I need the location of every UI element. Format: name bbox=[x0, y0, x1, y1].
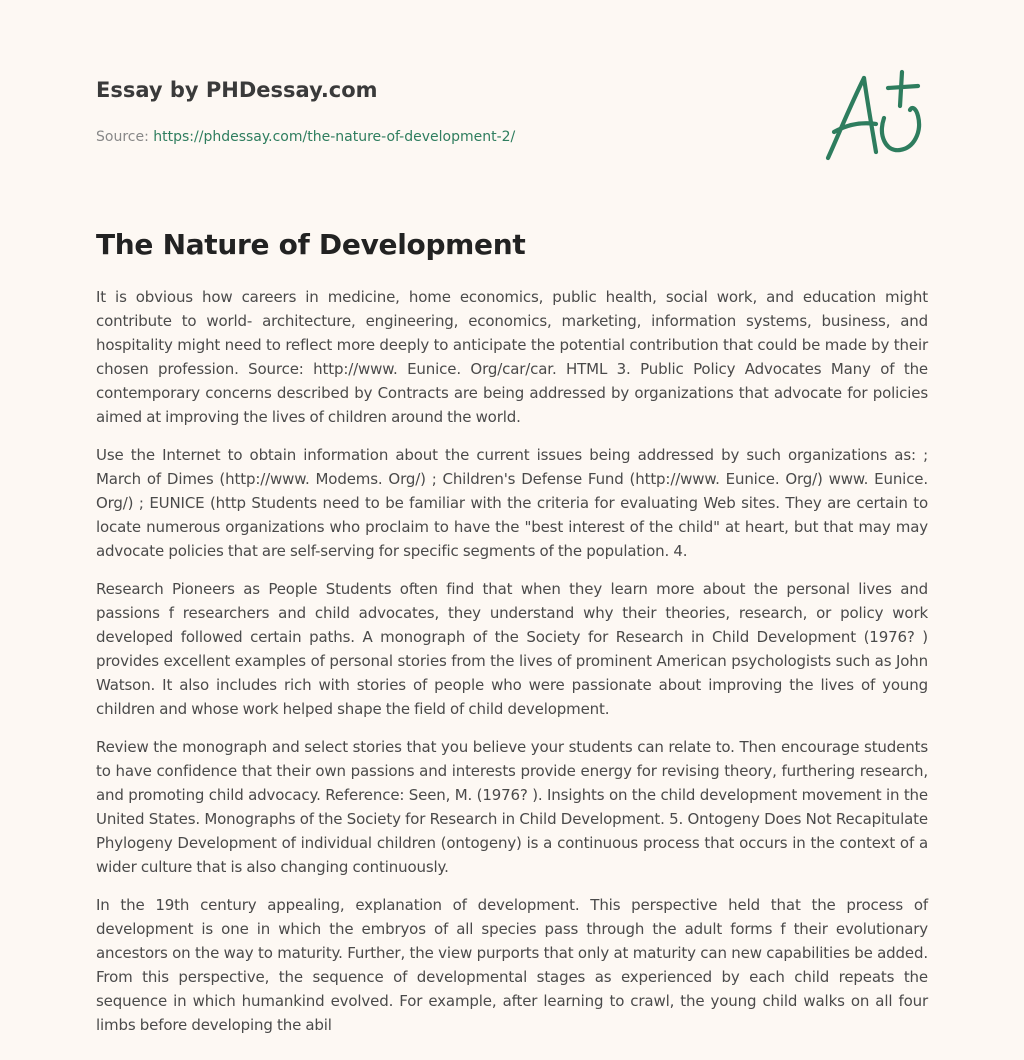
paragraph: Research Pioneers as People Students often find that when they learn more about the personal lives and passions f researchers and child advocates, they understand why their theories, research, or policy work developed followed certain paths. A monograph of the Society for Research in Child Development (1976? ) provides excellent examples of personal stories from the lives of prominent American psychologists such as John Watson. It also includes rich with stories of people who were passionate about improving the lives of young children and whose work helped shape the field of child development. bbox=[96, 580, 928, 718]
a-plus-grade-icon bbox=[818, 66, 930, 166]
source-line bbox=[96, 127, 796, 147]
source-label: Source: bbox=[96, 129, 149, 145]
paragraph: It is obvious how careers in medicine, home economics, public health, social work, and education might contribute to world- architecture, engineering, economics, marketing, information systems, business, and hospitality might need to reflect more deeply to anticipate the potential contribution that could be made by their chosen profession. Source: http://www. Eunice. Org/car/car. HTML 3. Public Policy Advocates Many of the contemporary concerns described by Contracts are being addressed by organizations that advocate for policies aimed at improving the lives of children around the world. bbox=[96, 288, 928, 426]
paragraph: In the 19th century appealing, explanation of development. This perspective held that the process of development is one in which the embryos of all species pass through the adult forms f their evolutionary ancestors on the way to maturity. Further, the view purports that only at maturity can new capabilities be added. From this perspective, the sequence of developmental stages as experienced by each child repeats the sequence in which humankind evolved. For example, after learning to crawl, the young child walks on all four limbs before developing the abil bbox=[96, 896, 928, 1034]
source-link[interactable]: https://phdessay.com/the-nature-of-development-2/ bbox=[153, 129, 516, 145]
document-body bbox=[96, 285, 928, 1051]
paragraph: Review the monograph and select stories that you believe your students can relate to. Then encourage students to have confidence that their own passions and interests provide energy for revising theory, furthering research, and promoting child advocacy. Reference: Seen, M. (1976? ). Insights on the child development movement in the United States. Monographs of the Society for Research in Child Development. 5. Ontogeny Does Not Recapitulate Phylogeny Development of individual children (ontogeny) is a continuous process that occurs in the context of a wider culture that is also changing continuously. bbox=[96, 738, 928, 876]
site-title: Essay by PHDessay.com bbox=[96, 78, 378, 102]
a-plus-logo-svg bbox=[818, 66, 930, 166]
document-title: The Nature of Development bbox=[96, 228, 526, 261]
paragraph: Use the Internet to obtain information about the current issues being addressed by such organizations as: ; March of Dimes (http://www. Modems. Org/) ; Children's Defense Fund (http://www. Eunice. Org/) www. Eunice. Org/) ; EUNICE (http Students need to be familiar with the criteria for evaluating Web sites. They are certain to locate numerous organizations who proclaim to have the "best interest of the child" at heart, but that may may advocate policies that are self-serving for specific segments of the population. 4. bbox=[96, 446, 928, 560]
page-header bbox=[96, 76, 796, 147]
